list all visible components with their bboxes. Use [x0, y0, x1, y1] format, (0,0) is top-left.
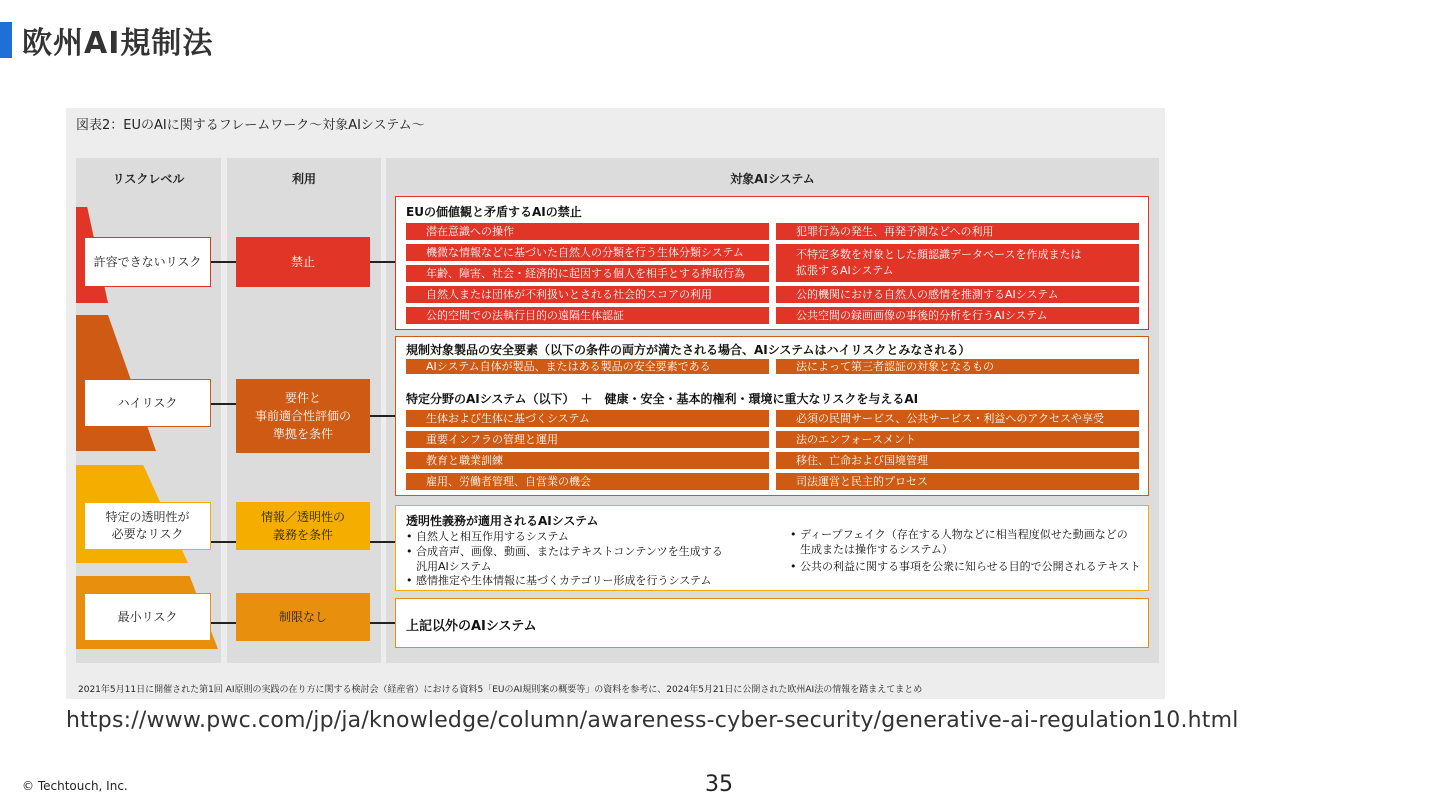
- risk-transparency: [84, 502, 211, 550]
- connector-line: [370, 415, 395, 417]
- bullet-text: 自然人と相互作用するシステム: [416, 530, 569, 543]
- prohibited-item: 公的機関における自然人の感情を推測するAIシステム: [776, 286, 1139, 303]
- high-risk-item: AIシステム自体が製品、またはある製品の安全要素である: [406, 359, 769, 374]
- connector-line: [211, 403, 236, 405]
- use-transparency-obligation: [236, 502, 370, 550]
- prohibited-item: 不特定多数を対象とした顔認識データベースを作成または 拡張するAIシステム: [776, 244, 1139, 282]
- connector-line: [211, 541, 236, 543]
- use-conformity: [236, 379, 370, 453]
- use-label: 制限なし: [278, 610, 327, 624]
- risk-high: [84, 379, 211, 427]
- use-label: 要件と 事前適合性評価の 準拠を条件: [254, 391, 351, 441]
- minimal-title: 上記以外のAIシステム: [406, 619, 537, 634]
- prohibited-item: 自然人または団体が不利扱いとされる社会的スコアの利用: [406, 286, 769, 303]
- prohibited-item: 機微な情報などに基づいた自然人の分類を行う生体分類システム: [406, 244, 769, 261]
- connector-line: [211, 622, 236, 624]
- prohibited-item: 公的空間での法執行目的の遠隔生体認証: [406, 307, 769, 324]
- high-risk-item: 生体および生体に基づくシステム: [406, 410, 769, 427]
- risk-label: 最小リスク: [117, 609, 178, 624]
- bullet-text: 合成音声、画像、動画、またはテキストコンテンツを生成する 汎用AIシステム: [416, 545, 723, 573]
- prohibited-ai-box: [395, 196, 1149, 330]
- high-risk-item: 移住、亡命および国境管理: [776, 452, 1139, 469]
- use-label: 情報／透明性の 義務を条件: [260, 510, 345, 542]
- connector-line: [370, 622, 395, 624]
- connector-line: [370, 541, 395, 543]
- transparency-item: [790, 528, 1128, 558]
- bullet-text: ディープフェイク（存在する人物などに相当程度似せた動画などの 生成または操作するシステム）: [800, 528, 1128, 556]
- high-risk-item: 必須の民間サービス、公共サービス・利益へのアクセスや享受: [776, 410, 1139, 427]
- risk-label: 特定の透明性が 必要なリスク: [105, 510, 190, 541]
- page-title: 欧州AI規制法: [22, 26, 214, 61]
- risk-level-header: リスクレベル: [112, 172, 185, 186]
- framework-figure: [66, 108, 1165, 699]
- high-risk-item: 法によって第三者認証の対象となるもの: [776, 359, 1139, 374]
- bullet-text: 公共の利益に関する事項を公衆に知らせる目的で公開されるテキスト: [800, 560, 1141, 573]
- bullet-dot: •: [790, 528, 800, 541]
- transparency-item: • 感情推定や生体情報に基づくカテゴリー形成を行うシステム: [406, 574, 712, 587]
- prohibited-item: 公共空間の録画画像の事後的分析を行うAIシステム: [776, 307, 1139, 324]
- high-risk-item: 重要インフラの管理と運用: [406, 431, 769, 448]
- high-risk-item: 法のエンフォースメント: [776, 431, 1139, 448]
- transparency-title: 透明性義務が適用されるAIシステム: [406, 514, 599, 528]
- connector-line: [370, 261, 395, 263]
- risk-label: ハイリスク: [117, 395, 178, 410]
- minimal-ai-box: [395, 598, 1149, 648]
- connector-line: [211, 261, 236, 263]
- use-prohibited: [236, 237, 370, 287]
- high-risk-item: 雇用、労働者管理、自営業の機会: [406, 473, 769, 490]
- transparency-item: [406, 545, 723, 575]
- figure-caption: 図表2：EUのAIに関するフレームワーク～対象AIシステム～: [76, 118, 425, 133]
- use-header: 利用: [291, 172, 316, 186]
- bullet-text: 感情推定や生体情報に基づくカテゴリー形成を行うシステム: [416, 574, 712, 587]
- high-risk-title-2: 特定分野のAIシステム（以下） ＋ 健康・安全・基本的権利・環境に重大なリスクを与えるAI: [406, 392, 919, 406]
- risk-minimal: [84, 593, 211, 641]
- transparency-ai-box: [395, 505, 1149, 591]
- use-no-restriction: [236, 593, 370, 641]
- title-accent-bar: [0, 22, 12, 58]
- prohibited-item: 犯罪行為の発生、再発予測などへの利用: [776, 223, 1139, 240]
- transparency-item: • 自然人と相互作用するシステム: [406, 530, 569, 543]
- copyright: © Techtouch, Inc.: [22, 779, 128, 793]
- high-risk-ai-box: [395, 336, 1149, 496]
- prohibited-title: EUの価値観と矛盾するAIの禁止: [406, 205, 582, 219]
- target-ai-header: 対象AIシステム: [730, 172, 815, 186]
- use-label: 禁止: [290, 255, 315, 269]
- risk-label: 許容できないリスク: [93, 254, 202, 269]
- source-url-text: https://www.pwc.com/jp/ja/knowledge/column/awareness-cyber-security/generative-ai-regulation10.html: [66, 708, 1239, 733]
- high-risk-item: 司法運営と民主的プロセス: [776, 473, 1139, 490]
- high-risk-title-1: 規制対象製品の安全要素（以下の条件の両方が満たされる場合、AIシステムはハイリスクとみなされる）: [406, 343, 971, 357]
- transparency-item: • 公共の利益に関する事項を公衆に知らせる目的で公開されるテキスト: [790, 560, 1141, 573]
- high-risk-item: 教育と職業訓練: [406, 452, 769, 469]
- prohibited-item: 潜在意識への操作: [406, 223, 769, 240]
- page-number: 35: [705, 772, 733, 797]
- prohibited-item: 年齢、障害、社会・経済的に起因する個人を相手とする搾取行為: [406, 265, 769, 282]
- figure-note: 2021年5月11日に開催された第1回 AI原則の実践の在り方に関する検討会（経産省）における資料5「EUのAI規則案の概要等」の資料を参考に、2024年5月21日に公開された欧州AI法の情報を踏まえてまとめ: [78, 685, 923, 695]
- risk-unacceptable: [84, 237, 211, 287]
- bullet-dot: •: [406, 545, 416, 558]
